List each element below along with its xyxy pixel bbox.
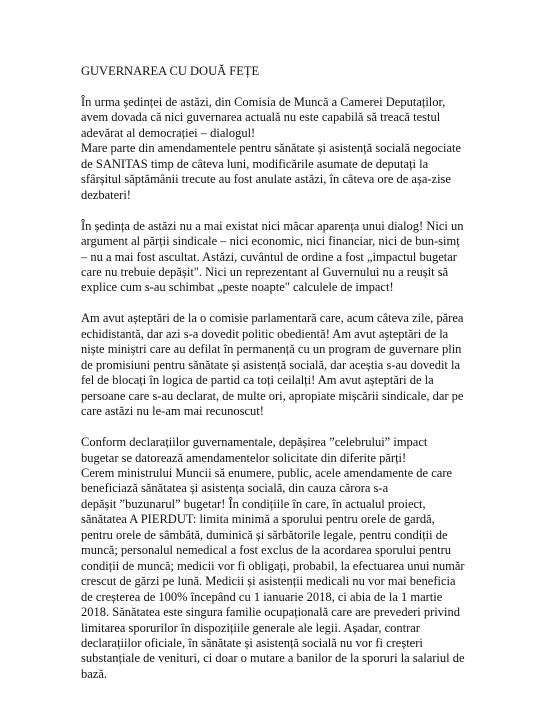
document-title: GUVERNAREA CU DOUĂ FEȚE: [81, 64, 260, 78]
paragraph-line: explice cum s-au schimbat „peste noapte" calculele de impact!: [81, 280, 394, 295]
paragraph-line: de SANITAS timp de câteva luni, modificările asumate de deputați la: [81, 156, 429, 171]
paragraph-line: persoane care s-au declarat, de multe ori, apropiate mișcării sindicale, dar pe: [81, 388, 464, 403]
paragraph-line: care astăzi nu le-am mai recunoscut!: [81, 404, 264, 419]
paragraph-4: [81, 435, 471, 682]
paragraph-line: substanțiale de venituri, ci doar o mutare a banilor de la sporuri la salariul de: [81, 651, 465, 666]
paragraph-line: 2018. Sănătatea este singura familie ocupațională care are prevederi privind: [81, 605, 460, 620]
paragraph-line: Cerem ministrului Muncii să enumere, public, acele amendamente de care: [81, 465, 453, 480]
paragraph-3: [81, 311, 471, 419]
paragraph-line: muncă; personalul nemedical a fost exclus de la acordarea sporului pentru: [81, 543, 451, 558]
paragraph-line: de creșterea de 100% începând cu 1 ianuarie 2018, ci abia de la 1 martie: [81, 589, 443, 604]
paragraph-line: de promisiuni pentru sănătate și asistență socială, dar aceștia s-au dovedit la: [81, 357, 461, 372]
document-body: [81, 64, 471, 698]
paragraph-line: care nu trebuie depășit". Nici un reprezentant al Guvernului nu a reușit să: [81, 264, 449, 279]
paragraph-line: sfârșitul săptămânii trecute au fost anulate astăzi, în câteva ore de așa-zise: [81, 172, 451, 187]
paragraph-line: bugetar se datorează amendamentelor solicitate din diferite părți!: [81, 450, 407, 465]
paragraph-line: limitarea sporurilor în dispozițiile generale ale legii. Așadar, contrar: [81, 620, 420, 635]
paragraph-line: Am avut așteptări de la o comisie parlamentară care, acum câteva zile, părea: [81, 311, 464, 326]
paragraph-line: adevărat al democrației – dialogul!: [81, 125, 256, 140]
paragraph-line: În ședința de astăzi nu a mai existat nici măcar aparența unui dialog! Nici un: [81, 218, 464, 233]
paragraph-line: declarațiilor oficiale, în sănătate și asistență socială nu vor fi creșteri: [81, 635, 423, 650]
paragraph-line: avem dovada că nici guvernarea actuală nu este capabilă să treacă testul: [81, 110, 441, 125]
paragraph-line: sănătatea A PIERDUT: limita minimă a sporului pentru orele de gardă,: [81, 512, 435, 527]
paragraph-line: depășit ”buzunarul” bugetar! În condițiile în care, în actualul proiect,: [81, 496, 426, 511]
paragraph-line: fel de blocați în logica de partid ca toți ceilalți! Am avut așteptări de la: [81, 373, 434, 388]
paragraph-line: crescut de gărzi pe lună. Medicii și asistenții medicali nu vor mai beneficia: [81, 574, 456, 589]
paragraph-line: Mare parte din amendamentele pentru sănătate și asistență socială negociate: [81, 141, 462, 156]
paragraph-line: – nu a mai fost ascultat. Astăzi, cuvântul de ordine a fost „impactul bugetar: [81, 249, 457, 264]
paragraph-line: În urma ședinței de astăzi, din Comisia de Muncă a Camerei Deputaților,: [81, 94, 446, 109]
paragraph-line: echidistantă, dar azi s-a dovedit politic obedientă! Am avut așteptări de la: [81, 326, 449, 341]
paragraph-1: [81, 95, 471, 203]
paragraph-2: [81, 219, 471, 296]
paragraph-line: pentru orele de sâmbătă, duminică și sărbătorile legale, pentru condiții de: [81, 527, 448, 542]
paragraph-line: dezbateri!: [81, 187, 131, 202]
paragraph-line: bază.: [81, 666, 108, 681]
paragraph-line: Conform declarațiilor guvernamentale, depășirea ”celebrului” impact: [81, 435, 428, 450]
paragraph-line: condiții de muncă; medicii vor fi obligați, probabil, la efectuarea unui număr: [81, 558, 465, 573]
paragraph-line: niște miniștri care au defilat în permanență cu un program de guvernare plin: [81, 342, 462, 357]
paragraph-line: argument al părții sindicale – nici economic, nici financiar, nici de bun-simț: [81, 234, 460, 249]
paragraph-line: beneficiază sănătatea și asistența socială, din cauza cărora s-a: [81, 481, 389, 496]
